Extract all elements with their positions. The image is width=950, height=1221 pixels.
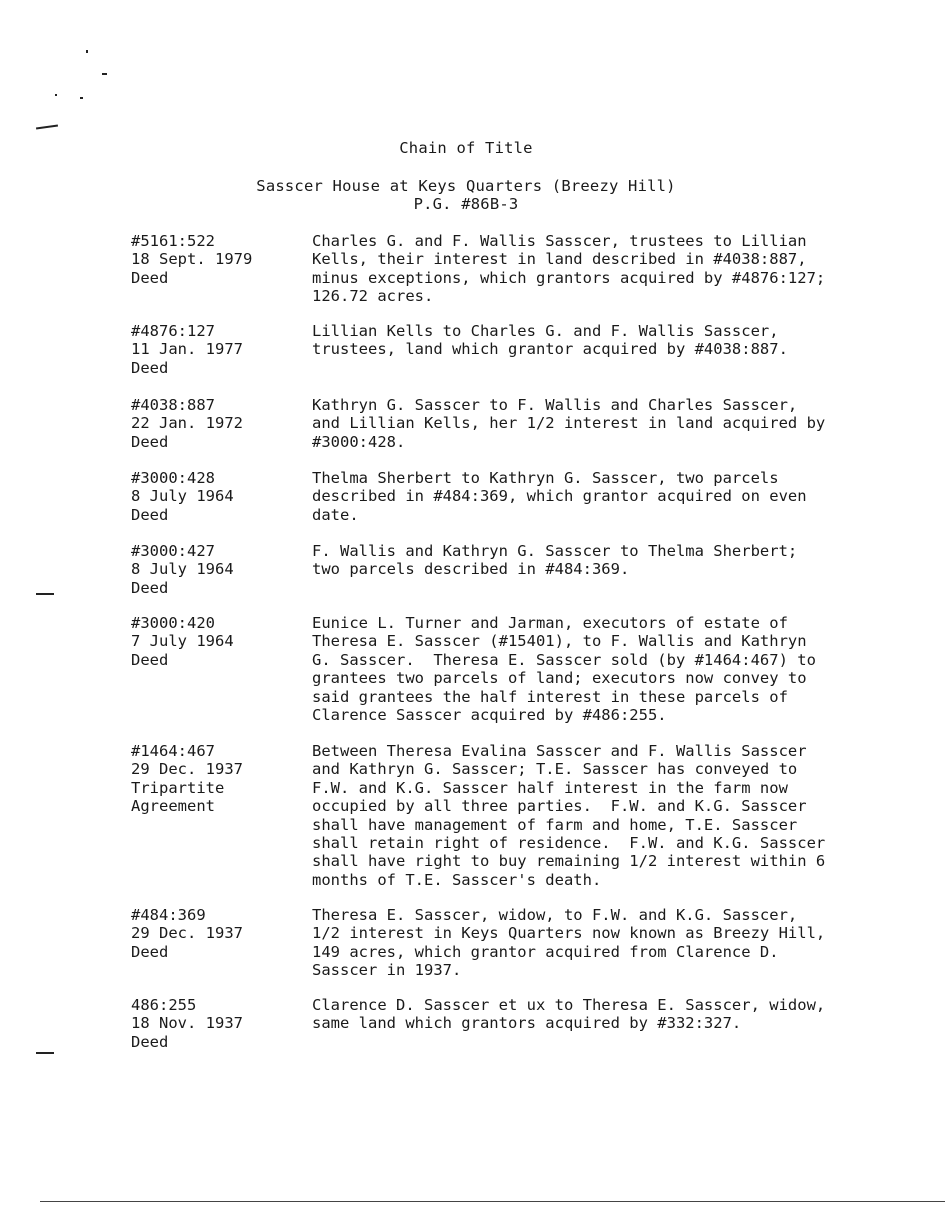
entry-reference: #1464:467 29 Dec. 1937 Tripartite Agreement (131, 742, 243, 816)
entry-reference: #4876:127 11 Jan. 1977 Deed (131, 322, 243, 377)
description-line: #3000:428. (312, 432, 406, 451)
description-line: Kathryn G. Sasscer to F. Wallis and Charles Sasscer, (312, 396, 798, 414)
scan-mark (36, 124, 58, 129)
description-line: Clarence Sasscer acquired by #486:255. (312, 706, 667, 725)
description-line: occupied by all three parties. F.W. and K.G. Sasscer (312, 797, 807, 816)
description-line: two parcels described in #484:369. (312, 560, 630, 579)
description-line: said grantees the half interest in these parcels of (312, 687, 788, 706)
description-line: grantees two parcels of land; executors now convey to (312, 669, 807, 688)
entry-description (312, 322, 822, 359)
description-line: 149 acres, which grantor acquired from Clarence D. (312, 942, 779, 961)
description-line: minus exceptions, which grantors acquired by #4876:127; (312, 268, 826, 287)
entry-reference: #5161:522 18 Sept. 1979 Deed (131, 232, 253, 287)
description-line: and Kathryn G. Sasscer; T.E. Sasscer has conveyed to (312, 760, 798, 779)
description-line: Kells, their interest in land described in #4038:887, (312, 250, 807, 269)
description-line: date. (312, 505, 359, 524)
scan-mark (36, 593, 54, 595)
property-code: P.G. #86B-3 (413, 195, 519, 213)
entry-description (312, 742, 826, 889)
entry-reference: #3000:428 8 July 1964 Deed (131, 469, 234, 524)
entry-reference: #4038:887 22 Jan. 1972 Deed (131, 396, 243, 451)
entry-description (312, 542, 822, 579)
description-line: shall have management of farm and home, T.E. Sasscer (312, 815, 798, 834)
entry-description (312, 396, 826, 451)
entry-description (312, 996, 826, 1033)
entry-reference: 486:255 18 Nov. 1937 Deed (131, 996, 243, 1051)
document-title: Chain of Title (399, 139, 533, 157)
entry-description (312, 614, 822, 724)
description-line: trustees, land which grantor acquired by #4038:887. (312, 340, 788, 359)
description-line: and Lillian Kells, her 1/2 interest in land acquired by (312, 414, 826, 433)
description-line: shall retain right of residence. F.W. and K.G. Sasscer (312, 834, 826, 853)
entry-reference: #484:369 29 Dec. 1937 Deed (131, 906, 243, 961)
entry-description (312, 469, 822, 524)
scan-mark (55, 94, 57, 96)
property-name: Sasscer House at Keys Quarters (Breezy Hill) (256, 177, 676, 195)
description-line: same land which grantors acquired by #332:327. (312, 1014, 742, 1033)
description-line: 1/2 interest in Keys Quarters now known as Breezy Hill, (312, 924, 826, 943)
description-line: described in #484:369, which grantor acquired on even (312, 487, 807, 506)
description-line: G. Sasscer. Theresa E. Sasscer sold (by #1464:467) to (312, 650, 816, 669)
description-line: Lillian Kells to Charles G. and F. Wallis Sasscer, (312, 322, 779, 340)
description-line: Clarence D. Sasscer et ux to Theresa E. Sasscer, widow, (312, 996, 826, 1014)
description-line: Sasscer in 1937. (312, 961, 462, 980)
description-line: 126.72 acres. (312, 287, 434, 306)
scan-mark (102, 73, 107, 75)
description-line: shall have right to buy remaining 1/2 interest within 6 (312, 852, 826, 871)
description-line: F. Wallis and Kathryn G. Sasscer to Thelma Sherbert; (312, 542, 798, 560)
description-line: Charles G. and F. Wallis Sasscer, trustees to Lillian (312, 232, 807, 250)
scan-mark (36, 1052, 54, 1054)
entry-description (312, 232, 826, 306)
description-line: Theresa E. Sasscer (#15401), to F. Wallis and Kathryn (312, 632, 807, 651)
entry-description (312, 906, 826, 980)
scan-mark (86, 50, 88, 53)
entry-reference: #3000:420 7 July 1964 Deed (131, 614, 234, 669)
description-line: Thelma Sherbert to Kathryn G. Sasscer, two parcels (312, 469, 779, 487)
bottom-rule (40, 1201, 945, 1202)
entry-reference: #3000:427 8 July 1964 Deed (131, 542, 234, 597)
document-subtitle (0, 177, 932, 213)
description-line: Eunice L. Turner and Jarman, executors of estate of (312, 614, 788, 632)
description-line: Theresa E. Sasscer, widow, to F.W. and K.G. Sasscer, (312, 906, 798, 924)
description-line: Between Theresa Evalina Sasscer and F. Wallis Sasscer (312, 742, 807, 760)
description-line: F.W. and K.G. Sasscer half interest in the farm now (312, 778, 788, 797)
description-line: months of T.E. Sasscer's death. (312, 870, 602, 889)
scan-mark (80, 97, 83, 99)
